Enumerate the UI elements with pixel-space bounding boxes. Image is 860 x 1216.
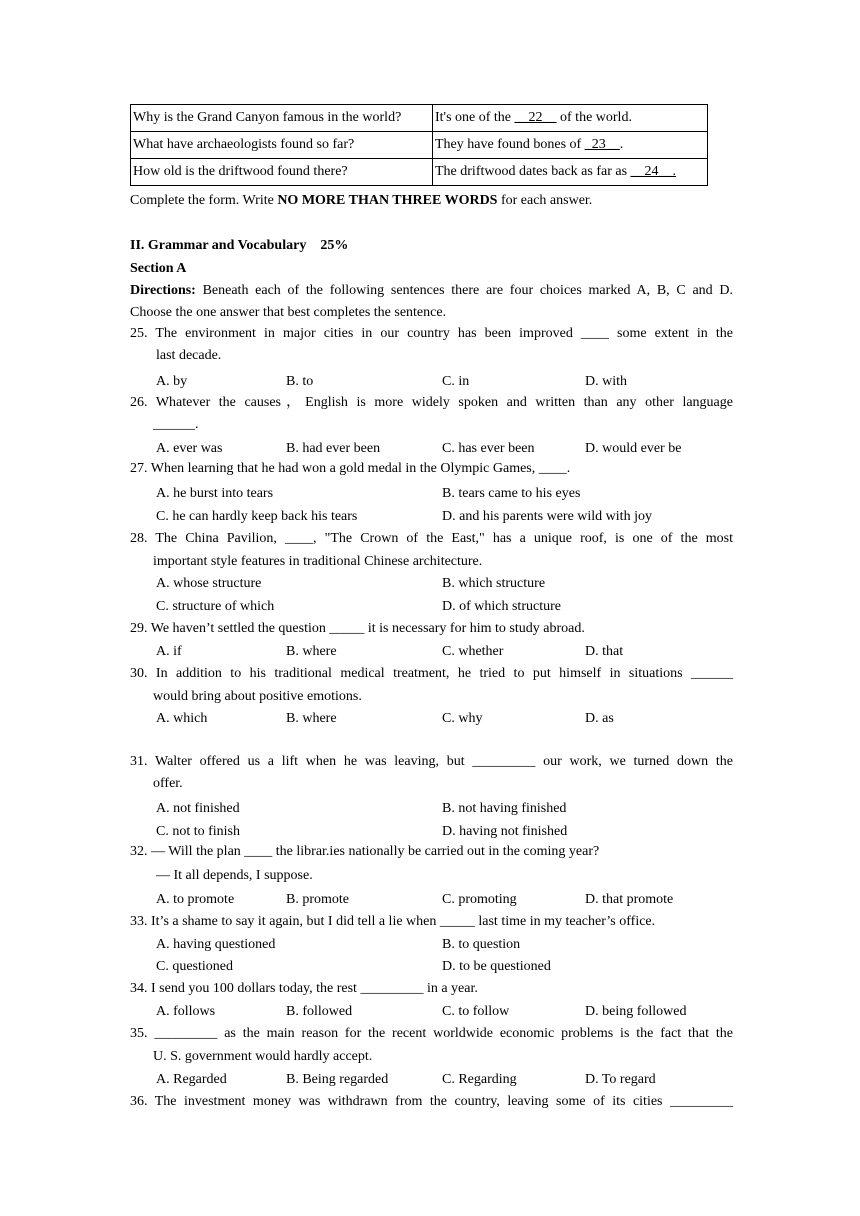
question-29: 29. We haven’t settled the question _____ it is necessary for him to study abroad. xyxy=(130,621,585,636)
option-d[interactable]: D. that promote xyxy=(585,892,674,907)
option-a[interactable]: A. having questioned xyxy=(156,937,276,952)
question-32: 32. — Will the plan ____ the librar.ies nationally be carried out in the coming year? xyxy=(130,844,600,859)
option-a[interactable]: A. he burst into tears xyxy=(156,486,274,501)
instruction-emphasis: NO MORE THAN THREE WORDS xyxy=(277,193,498,208)
option-b[interactable]: B. where xyxy=(286,711,337,726)
question-33: 33. It’s a shame to say it again, but I did tell a lie when _____ last time in my teacher’s office. xyxy=(130,914,656,929)
answer-text: It's one of the xyxy=(435,110,515,125)
answer-text: The driftwood dates back as far as xyxy=(435,164,631,179)
option-a[interactable]: A. ever was xyxy=(156,441,223,456)
table-answer xyxy=(433,132,708,159)
section-a-text: Section A xyxy=(130,261,187,276)
option-c[interactable]: C. promoting xyxy=(442,892,517,907)
option-a[interactable]: A. whose structure xyxy=(156,576,262,591)
option-c[interactable]: C. why xyxy=(442,711,483,726)
question-35: 35. _________ as the main reason for the recent worldwide economic problems is the fact that the xyxy=(130,1026,733,1041)
instruction-text: for each answer. xyxy=(497,193,593,208)
option-d[interactable]: D. that xyxy=(585,644,624,659)
question-28: 28. The China Pavilion, ____, "The Crown of the East," has a unique roof, is one of the most xyxy=(130,531,733,546)
option-d[interactable]: D. to be questioned xyxy=(442,959,551,974)
option-b[interactable]: B. Being regarded xyxy=(286,1072,389,1087)
question-31-cont: offer. xyxy=(153,776,183,791)
table-answer xyxy=(433,105,708,132)
option-a[interactable]: A. Regarded xyxy=(156,1072,227,1087)
option-a[interactable]: A. follows xyxy=(156,1004,216,1019)
option-d[interactable]: D. as xyxy=(585,711,614,726)
option-b[interactable]: B. promote xyxy=(286,892,349,907)
directions-line-2: Choose the one answer that best completes the sentence. xyxy=(130,305,447,320)
form-instruction xyxy=(130,192,592,210)
answer-text: . xyxy=(619,137,624,152)
option-d[interactable]: D. being followed xyxy=(585,1004,687,1019)
question-28-cont: important style features in traditional Chinese architecture. xyxy=(153,554,483,569)
option-c[interactable]: C. whether xyxy=(442,644,504,659)
option-a[interactable]: A. if xyxy=(156,644,182,659)
answer-text: of the world. xyxy=(556,110,632,125)
page xyxy=(130,104,733,1109)
question-31: 31. Walter offered us a lift when he was leaving, but _________ our work, we turned down the xyxy=(130,754,733,769)
table-question: How old is the driftwood found there? xyxy=(131,159,433,186)
option-b[interactable]: B. to xyxy=(286,374,314,389)
option-b[interactable]: B. not having finished xyxy=(442,801,567,816)
option-d[interactable]: D. having not finished xyxy=(442,824,568,839)
table-answer xyxy=(433,159,708,186)
option-c[interactable]: C. structure of which xyxy=(156,599,275,614)
option-c[interactable]: C. questioned xyxy=(156,959,233,974)
question-32-cont: — It all depends, I suppose. xyxy=(156,868,313,883)
question-30-cont: would bring about positive emotions. xyxy=(153,689,362,704)
option-b[interactable]: B. where xyxy=(286,644,337,659)
section-a-heading xyxy=(130,260,186,278)
table-question: Why is the Grand Canyon famous in the world? xyxy=(131,105,433,132)
table-question: What have archaeologists found so far? xyxy=(131,132,433,159)
directions-text: Beneath each of the following sentences there are four choices marked A, B, C and D. xyxy=(195,283,733,298)
table-row xyxy=(131,105,708,132)
option-b[interactable]: B. tears came to his eyes xyxy=(442,486,581,501)
directions-label: Directions: xyxy=(130,283,196,298)
option-d[interactable]: D. and his parents were wild with joy xyxy=(442,509,652,524)
option-b[interactable]: B. to question xyxy=(442,937,521,952)
question-34: 34. I send you 100 dollars today, the rest _________ in a year. xyxy=(130,981,478,996)
instruction-text: Complete the form. Write xyxy=(130,193,278,208)
option-a[interactable]: A. which xyxy=(156,711,208,726)
option-d[interactable]: D. with xyxy=(585,374,627,389)
section-title xyxy=(130,237,348,255)
section-title-text: II. Grammar and Vocabulary 25% xyxy=(130,238,349,253)
option-a[interactable]: A. by xyxy=(156,374,188,389)
option-d[interactable]: D. would ever be xyxy=(585,441,682,456)
answer-form-table xyxy=(130,104,708,186)
option-c[interactable]: C. not to finish xyxy=(156,824,241,839)
question-26: 26. Whatever the causes，English is more widely spoken and written than any other language xyxy=(130,395,733,410)
option-d[interactable]: D. To regard xyxy=(585,1072,656,1087)
option-b[interactable]: B. had ever been xyxy=(286,441,381,456)
option-c[interactable]: C. has ever been xyxy=(442,441,535,456)
table-row xyxy=(131,159,708,186)
answer-blank[interactable]: _23__ xyxy=(584,137,620,152)
question-35-cont: U. S. government would hardly accept. xyxy=(153,1049,373,1064)
option-c[interactable]: C. he can hardly keep back his tears xyxy=(156,509,358,524)
question-25: 25. The environment in major cities in our country has been improved ____ some extent in the xyxy=(130,326,733,341)
answer-text: They have found bones of xyxy=(435,137,585,152)
question-36: 36. The investment money was withdrawn from the country, leaving some of its cities _________ xyxy=(130,1094,733,1109)
option-b[interactable]: B. which structure xyxy=(442,576,546,591)
directions-line-1 xyxy=(130,282,733,300)
option-a[interactable]: A. to promote xyxy=(156,892,235,907)
question-26-cont: ______. xyxy=(153,417,199,432)
option-b[interactable]: B. followed xyxy=(286,1004,353,1019)
option-a[interactable]: A. not finished xyxy=(156,801,240,816)
answer-blank[interactable]: __24__. xyxy=(630,164,677,179)
option-c[interactable]: C. in xyxy=(442,374,470,389)
option-d[interactable]: D. of which structure xyxy=(442,599,561,614)
option-c[interactable]: C. to follow xyxy=(442,1004,510,1019)
table-row xyxy=(131,132,708,159)
question-30: 30. In addition to his traditional medical treatment, he tried to put himself in situations ______ xyxy=(130,666,733,681)
question-27: 27. When learning that he had won a gold medal in the Olympic Games, ____. xyxy=(130,461,571,476)
question-25-cont: last decade. xyxy=(156,348,222,363)
answer-blank[interactable]: __22__ xyxy=(514,110,557,125)
option-c[interactable]: C. Regarding xyxy=(442,1072,517,1087)
